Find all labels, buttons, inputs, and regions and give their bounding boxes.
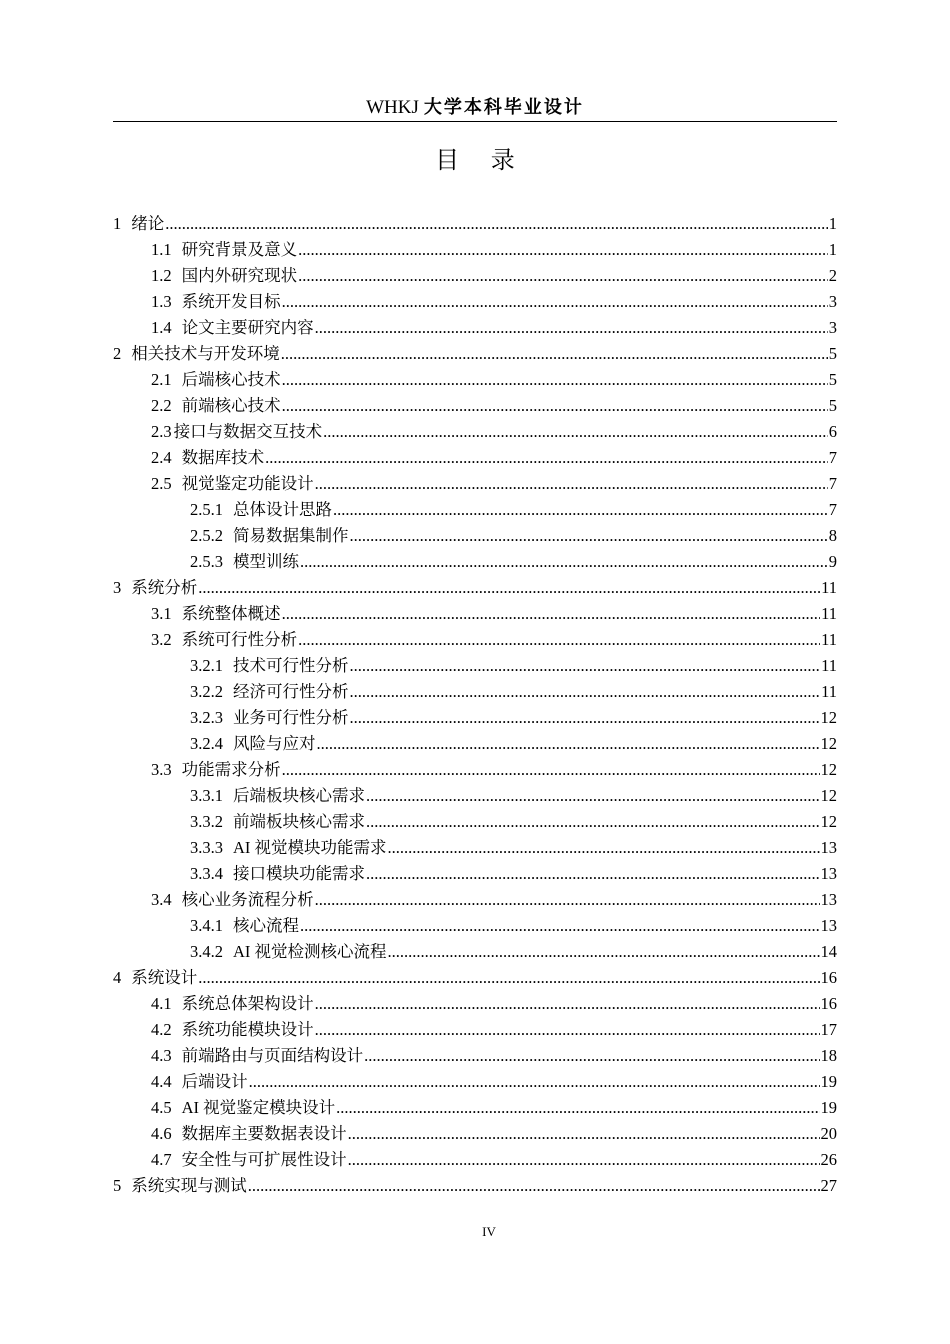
toc-dot-leader xyxy=(366,783,820,809)
toc-dot-leader xyxy=(300,913,820,939)
toc-dot-leader xyxy=(388,835,820,861)
toc-entry[interactable] xyxy=(113,549,837,575)
toc-entry-number: 2.5 xyxy=(151,474,172,493)
toc-entry[interactable] xyxy=(113,887,837,913)
toc-entry-title: 前端核心技术 xyxy=(181,396,281,415)
toc-entry-number: 4.6 xyxy=(151,1124,172,1143)
toc-dot-leader xyxy=(282,367,828,393)
toc-entry-title: 功能需求分析 xyxy=(181,760,281,779)
toc-entry-number: 3.3.1 xyxy=(190,786,223,805)
toc-entry-page: 12 xyxy=(820,786,837,805)
toc-entry-title: 视觉鉴定功能设计 xyxy=(181,474,314,493)
toc-entry-number: 3.3 xyxy=(151,760,172,779)
toc-entry-page: 11 xyxy=(821,656,837,675)
toc-entry-page: 20 xyxy=(820,1124,837,1143)
page-number: IV xyxy=(482,1224,496,1239)
toc-entry-title: 后端核心技术 xyxy=(181,370,281,389)
toc-entry-number: 2.5.3 xyxy=(190,552,223,571)
toc-entry-number: 3.4.2 xyxy=(190,942,223,961)
toc-entry-number: 3.4 xyxy=(151,890,172,909)
toc-dot-leader xyxy=(366,809,820,835)
toc-entry-number: 4.1 xyxy=(151,994,172,1013)
toc-entry-page: 3 xyxy=(828,292,837,311)
toc-entry-number: 1.3 xyxy=(151,292,172,311)
header-title: 大学本科毕业设计 xyxy=(423,97,584,118)
toc-entry-page: 2 xyxy=(828,266,837,285)
toc-entry-number: 5 xyxy=(113,1176,122,1195)
toc-entry-title: 前端板块核心需求 xyxy=(233,812,365,831)
toc-dot-leader xyxy=(336,1095,819,1121)
toc-entry[interactable] xyxy=(113,705,837,731)
toc-dot-leader xyxy=(333,497,828,523)
toc-entry-page: 17 xyxy=(820,1020,837,1039)
toc-entry-title: 相关技术与开发环境 xyxy=(131,344,280,363)
table-of-contents xyxy=(113,211,837,1199)
toc-entry[interactable] xyxy=(113,861,837,887)
toc-entry-number: 4 xyxy=(113,968,122,987)
toc-entry-page: 18 xyxy=(820,1046,837,1065)
toc-entry-title: 前端路由与页面结构设计 xyxy=(181,1046,364,1065)
toc-entry-page: 11 xyxy=(821,578,837,597)
toc-dot-leader xyxy=(315,1017,820,1043)
toc-dot-leader xyxy=(317,731,820,757)
toc-entry-title: AI 视觉检测核心流程 xyxy=(233,942,387,961)
toc-entry-number: 2.5.2 xyxy=(190,526,223,545)
toc-entry-page: 19 xyxy=(820,1072,837,1091)
toc-entry-title: 系统分析 xyxy=(131,578,198,597)
toc-dot-leader xyxy=(350,653,821,679)
toc-entry-title: 系统总体架构设计 xyxy=(181,994,314,1013)
toc-entry-title: 模型训练 xyxy=(233,552,299,571)
toc-entry[interactable] xyxy=(113,1095,837,1121)
toc-entry[interactable] xyxy=(113,991,837,1017)
toc-entry[interactable] xyxy=(113,237,837,263)
toc-dot-leader xyxy=(350,523,828,549)
toc-dot-leader xyxy=(282,757,820,783)
toc-entry[interactable] xyxy=(113,497,837,523)
toc-entry-number: 4.2 xyxy=(151,1020,172,1039)
toc-entry-number: 3 xyxy=(113,578,122,597)
toc-entry-page: 14 xyxy=(820,942,837,961)
toc-dot-leader xyxy=(298,627,820,653)
toc-entry-page: 1 xyxy=(828,214,837,233)
toc-entry-page: 11 xyxy=(821,604,837,623)
toc-dot-leader xyxy=(315,315,828,341)
toc-entry[interactable] xyxy=(113,341,837,367)
toc-entry-number: 3.3.4 xyxy=(190,864,223,883)
toc-entry[interactable] xyxy=(113,315,837,341)
header-school-prefix: WHKJ xyxy=(366,97,419,118)
toc-entry-number: 2.4 xyxy=(151,448,172,467)
toc-entry[interactable] xyxy=(113,523,837,549)
toc-entry-page: 6 xyxy=(828,422,837,441)
toc-dot-leader xyxy=(248,1173,820,1199)
toc-entry-page: 16 xyxy=(820,994,837,1013)
toc-entry[interactable] xyxy=(113,263,837,289)
toc-entry-number: 3.2.2 xyxy=(190,682,223,701)
toc-dot-leader xyxy=(282,289,828,315)
toc-dot-leader xyxy=(198,575,820,601)
toc-dot-leader xyxy=(265,445,828,471)
toc-entry-page: 5 xyxy=(828,396,837,415)
toc-dot-leader xyxy=(350,679,821,705)
toc-entry-page: 26 xyxy=(820,1150,837,1169)
toc-entry[interactable] xyxy=(113,1043,837,1069)
toc-entry-title: 核心业务流程分析 xyxy=(181,890,314,909)
toc-entry-page: 13 xyxy=(820,864,837,883)
toc-entry[interactable] xyxy=(113,601,837,627)
toc-entry-title: 技术可行性分析 xyxy=(233,656,349,675)
toc-entry[interactable] xyxy=(113,757,837,783)
toc-entry-number: 2.1 xyxy=(151,370,172,389)
toc-entry-number: 1.2 xyxy=(151,266,172,285)
toc-entry-title: 简易数据集制作 xyxy=(233,526,349,545)
toc-entry-page: 8 xyxy=(828,526,837,545)
toc-entry-page: 27 xyxy=(820,1176,837,1195)
toc-entry[interactable] xyxy=(113,1121,837,1147)
toc-entry[interactable] xyxy=(113,653,837,679)
page-title: 目 录 xyxy=(435,146,527,174)
toc-entry-number: 3.4.1 xyxy=(190,916,223,935)
toc-entry-number: 3.3.2 xyxy=(190,812,223,831)
toc-entry-title: 系统功能模块设计 xyxy=(181,1020,314,1039)
toc-entry-page: 13 xyxy=(820,890,837,909)
toc-entry-title: 总体设计思路 xyxy=(233,500,332,519)
toc-entry-number: 2.2 xyxy=(151,396,172,415)
toc-entry-title: 系统设计 xyxy=(131,968,198,987)
toc-entry-title: 绪论 xyxy=(131,214,165,233)
toc-entry-title: 安全性与可扩展性设计 xyxy=(181,1150,347,1169)
toc-entry[interactable] xyxy=(113,289,837,315)
toc-entry-page: 12 xyxy=(820,734,837,753)
toc-entry-page: 1 xyxy=(828,240,837,259)
toc-dot-leader xyxy=(282,601,820,627)
toc-entry[interactable] xyxy=(113,471,837,497)
toc-entry-title: 接口与数据交互技术 xyxy=(173,422,323,441)
toc-dot-leader xyxy=(366,861,820,887)
toc-entry-title: 风险与应对 xyxy=(233,734,316,753)
toc-entry-title: 数据库主要数据表设计 xyxy=(181,1124,347,1143)
toc-entry-number: 3.2.3 xyxy=(190,708,223,727)
toc-entry-page: 16 xyxy=(820,968,837,987)
toc-entry[interactable] xyxy=(113,835,837,861)
toc-dot-leader xyxy=(323,419,828,445)
toc-entry-number: 1 xyxy=(113,214,122,233)
toc-entry[interactable] xyxy=(113,627,837,653)
toc-entry-title: 数据库技术 xyxy=(181,448,265,467)
toc-entry-page: 7 xyxy=(828,448,837,467)
toc-entry-number: 2.5.1 xyxy=(190,500,223,519)
toc-entry-page: 12 xyxy=(820,812,837,831)
toc-entry-number: 4.4 xyxy=(151,1072,172,1091)
toc-entry-number: 3.2.1 xyxy=(190,656,223,675)
toc-entry-page: 12 xyxy=(820,760,837,779)
toc-entry[interactable] xyxy=(113,393,837,419)
toc-entry[interactable] xyxy=(113,211,837,237)
toc-entry[interactable] xyxy=(113,445,837,471)
header-rule xyxy=(113,121,837,122)
toc-entry-number: 1.1 xyxy=(151,240,172,259)
page-header xyxy=(113,94,837,121)
toc-entry-number: 2 xyxy=(113,344,122,363)
toc-entry[interactable] xyxy=(113,1069,837,1095)
toc-dot-leader xyxy=(298,237,828,263)
toc-dot-leader xyxy=(315,471,828,497)
toc-entry-number: 4.5 xyxy=(151,1098,172,1117)
toc-entry-page: 5 xyxy=(828,370,837,389)
toc-entry-title: 经济可行性分析 xyxy=(233,682,349,701)
toc-dot-leader xyxy=(249,1069,820,1095)
toc-entry[interactable] xyxy=(113,965,837,991)
toc-entry-page: 5 xyxy=(828,344,837,363)
toc-entry[interactable] xyxy=(113,809,837,835)
toc-entry[interactable] xyxy=(113,575,837,601)
toc-entry-number: 1.4 xyxy=(151,318,172,337)
toc-dot-leader xyxy=(350,705,820,731)
toc-dot-leader xyxy=(165,211,828,237)
toc-entry-title: 系统开发目标 xyxy=(181,292,281,311)
toc-entry[interactable] xyxy=(113,939,837,965)
toc-entry-page: 13 xyxy=(820,838,837,857)
toc-entry-title: 论文主要研究内容 xyxy=(181,318,314,337)
toc-entry[interactable] xyxy=(113,783,837,809)
toc-dot-leader xyxy=(348,1147,820,1173)
toc-dot-leader xyxy=(298,263,828,289)
toc-entry-page: 13 xyxy=(820,916,837,935)
toc-entry-number: 3.2 xyxy=(151,630,172,649)
toc-entry-title: 后端设计 xyxy=(181,1072,248,1091)
toc-entry-page: 3 xyxy=(828,318,837,337)
toc-entry[interactable] xyxy=(113,1173,837,1199)
toc-entry-title: AI 视觉鉴定模块设计 xyxy=(181,1098,336,1117)
toc-dot-leader xyxy=(300,549,828,575)
toc-dot-leader xyxy=(315,887,820,913)
toc-entry[interactable] xyxy=(113,367,837,393)
toc-entry-number: 4.7 xyxy=(151,1150,172,1169)
toc-dot-leader xyxy=(364,1043,819,1069)
toc-dot-leader xyxy=(198,965,819,991)
toc-entry-title: 国内外研究现状 xyxy=(181,266,298,285)
toc-entry[interactable] xyxy=(113,913,837,939)
toc-entry-title: 系统整体概述 xyxy=(181,604,281,623)
toc-dot-leader xyxy=(348,1121,820,1147)
toc-entry-number: 3.1 xyxy=(151,604,172,623)
toc-entry-title: 研究背景及意义 xyxy=(181,240,298,259)
toc-entry-title: 后端板块核心需求 xyxy=(233,786,365,805)
toc-entry-title: 系统实现与测试 xyxy=(131,1176,247,1195)
toc-entry-page: 19 xyxy=(820,1098,837,1117)
toc-entry-page: 11 xyxy=(821,630,837,649)
toc-entry[interactable] xyxy=(113,679,837,705)
toc-entry[interactable] xyxy=(113,419,837,445)
toc-entry-title: 业务可行性分析 xyxy=(233,708,349,727)
toc-entry-page: 11 xyxy=(821,682,837,701)
toc-entry[interactable] xyxy=(113,731,837,757)
toc-dot-leader xyxy=(281,341,828,367)
toc-entry[interactable] xyxy=(113,1147,837,1173)
toc-entry-page: 7 xyxy=(828,474,837,493)
toc-entry[interactable] xyxy=(113,1017,837,1043)
toc-entry-title: AI 视觉模块功能需求 xyxy=(233,838,387,857)
toc-entry-page: 7 xyxy=(828,500,837,519)
toc-entry-page: 9 xyxy=(828,552,837,571)
toc-entry-title: 系统可行性分析 xyxy=(181,630,298,649)
toc-entry-page: 12 xyxy=(820,708,837,727)
toc-entry-title: 核心流程 xyxy=(233,916,299,935)
toc-entry-number: 4.3 xyxy=(151,1046,172,1065)
toc-dot-leader xyxy=(315,991,820,1017)
toc-dot-leader xyxy=(388,939,820,965)
toc-entry-number: 2.3 xyxy=(151,422,172,441)
toc-entry-number: 3.2.4 xyxy=(190,734,223,753)
toc-entry-title: 接口模块功能需求 xyxy=(233,864,365,883)
toc-entry-number: 3.3.3 xyxy=(190,838,223,857)
toc-dot-leader xyxy=(282,393,828,419)
